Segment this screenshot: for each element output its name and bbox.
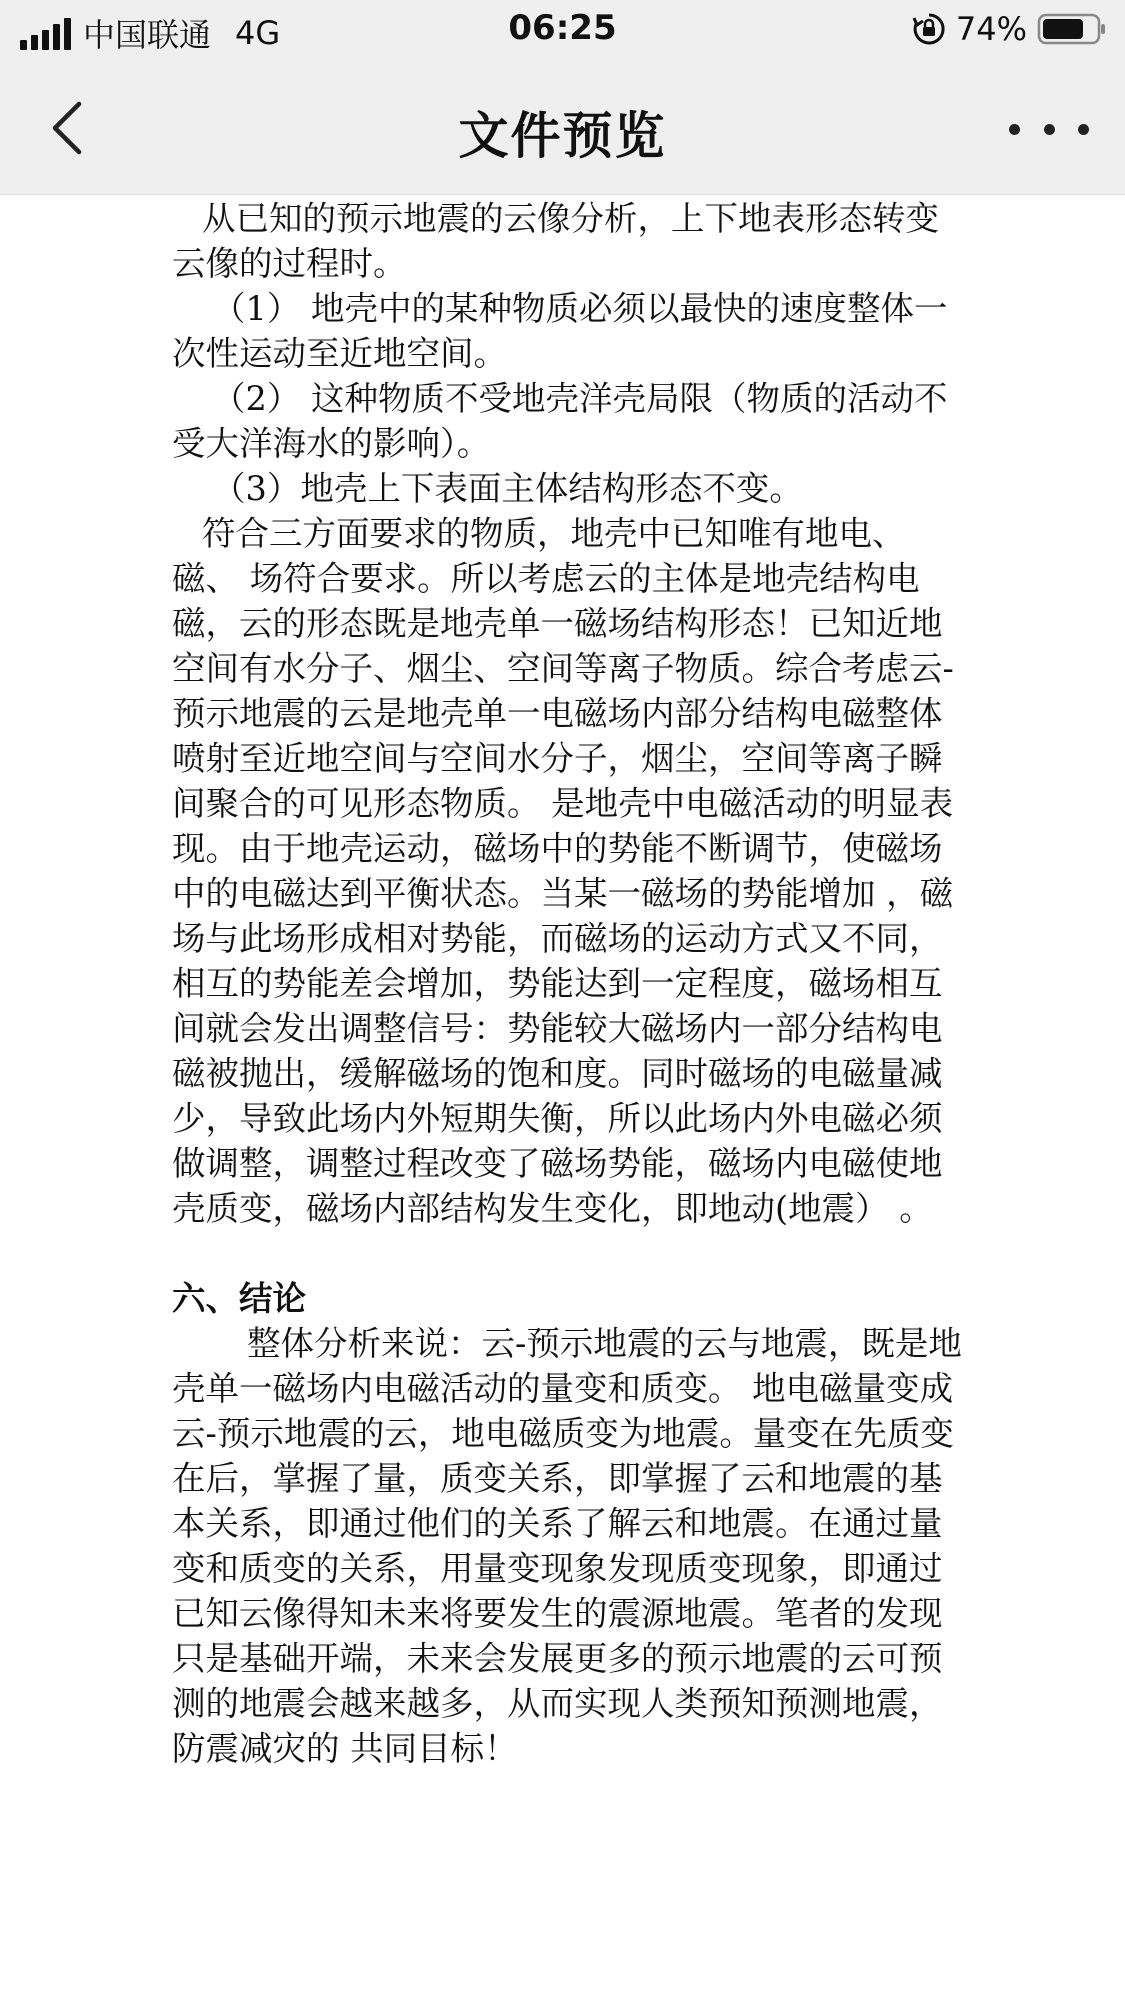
status-bar (0, 0, 1125, 62)
document-paragraph: 符合三方面要求的物质，地壳中已知唯有地电、磁、 场符合要求。所以考虑云的主体是地壳结构电磁，云的形态既是地壳单一磁场结构形态！已知近地空间有水分子、烟尘、空间等离子物质。综合考虑云-预示地震的云是地壳单一电磁场内部分结构电磁整体喷射至近地空间与空间水分子，烟尘，空间等离子瞬间聚合的可见形态物质。 是地壳中电磁活动的明显表现。由于地壳运动，磁场中的势能不断调节，使磁场中的电磁达到平衡状态。当某一磁场的势能增加 ，磁场与此场形成相对势能，而磁场的运动方式又不同，相互的势能差会增加，势能达到一定程度，磁场相互间就会发出调整信号：势能较大磁场内一部分结构电磁被抛出，缓解磁场的饱和度。同时磁场的电磁量减少，导致此场内外短期失衡，所以此场内外电磁必须做调整，调整过程改变了磁场势能，磁场内电磁使地壳质变，磁场内部结构发生变化，即地动(地震） 。 (172, 514, 954, 1228)
document-paragraph: （2） 这种物质不受地壳洋壳局限（物质的活动不受大洋海水的影响）。 (172, 379, 948, 463)
document-content (172, 196, 972, 1771)
more-dot-icon (1078, 124, 1089, 135)
status-right (912, 10, 1107, 48)
navigation-bar (0, 62, 1125, 195)
conclusion-paragraph: 整体分析来说：云-预示地震的云与地震，既是地壳单一磁场内电磁活动的量变和质变。 地电磁量变成云-预示地震的云，地电磁质变为地震。量变在先质变在后，掌握了量，质变关系，即掌握了云和地震的基本关系，即通过他们的关系了解云和地震。在通过量变和质变的关系，用量变现象发现质变现象，即通过已知云像得知未来将要发生的震源地震。笔者的发现只是基础开端，未来会发展更多的预示地震的云可预测的地震会越来越多，从而实现人类预知预测地震，防震减灾的 共同目标！ (172, 1324, 962, 1768)
status-time: 06:25 (508, 8, 617, 48)
document-paragraph: 从已知的预示地震的云像分析，上下地表形态转变云像的过程时。 (172, 199, 939, 283)
more-dot-icon (1044, 124, 1055, 135)
more-options-button[interactable] (1009, 104, 1089, 154)
battery-icon (1037, 12, 1107, 46)
section-heading: 六、结论 (172, 1279, 306, 1318)
document-paragraph: （3）地壳上下表面主体结构形态不变。 (212, 469, 803, 508)
page-title: 文件预览 (458, 107, 667, 165)
more-dot-icon (1009, 124, 1020, 135)
battery-percent: 74% (955, 10, 1027, 48)
rotation-lock-icon (912, 12, 946, 46)
carrier-name: 中国联通 (83, 16, 212, 54)
network-type: 4G (235, 14, 281, 52)
document-paragraph: （1） 地壳中的某种物质必须以最快的速度整体一次性运动至近地空间。 (172, 289, 948, 373)
